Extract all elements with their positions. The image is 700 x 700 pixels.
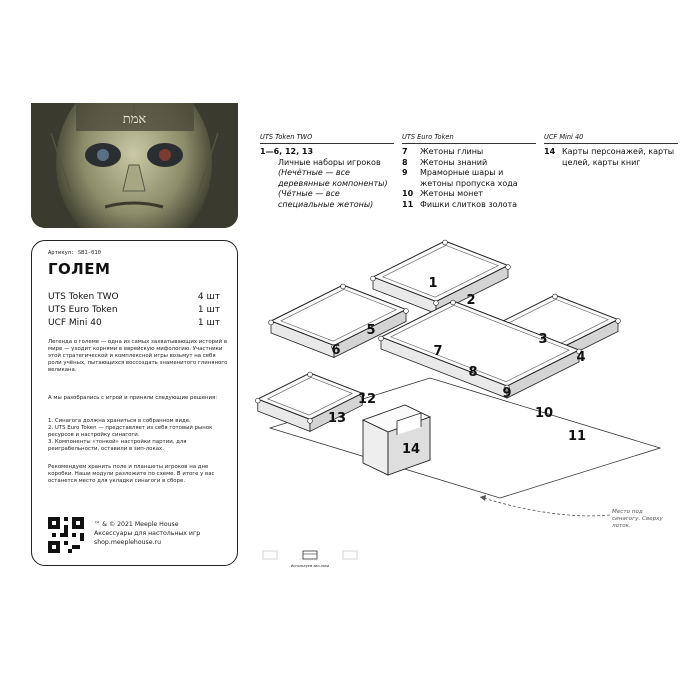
tray-number-12: 12 — [357, 392, 377, 407]
ucf-mini-block — [363, 405, 430, 475]
legend-entry — [260, 147, 394, 210]
list-item — [544, 147, 678, 168]
ziplock-icon — [290, 545, 330, 568]
entry-number: 7 — [402, 147, 408, 156]
page-title: ГОЛЕМ — [48, 260, 111, 278]
hebrew-inscription: אמת — [122, 112, 147, 127]
entry-number: 9 — [402, 168, 408, 177]
legend-list — [402, 147, 536, 210]
tray-number-3: 3 — [538, 332, 548, 347]
footer-text — [94, 520, 200, 547]
storage-icon-3 — [342, 545, 370, 564]
entry-note-even: (Чётные — все специальные жетоны) — [278, 189, 374, 209]
brand-subtitle: Аксессуары для настольных игр — [94, 530, 201, 537]
decisions-heading: А мы разобрались с игрой и приняли следующие решения: — [48, 395, 218, 401]
tray-number-5: 5 — [366, 323, 376, 338]
sku-label: Артикул: — [48, 250, 78, 256]
recommendation-paragraph: Рекомендуем хранить поле и планшеты игроков на дне коробки. Наши модули разложите по схеме. В итоге у вас останется место для укладки синагоги в сборе. — [48, 464, 215, 484]
golem-artwork — [31, 103, 238, 228]
legend-column-3 — [544, 133, 678, 168]
sku-line — [48, 250, 101, 256]
tray-1-2 — [371, 240, 511, 313]
info-card — [31, 240, 238, 566]
tray-number-2: 2 — [466, 293, 476, 308]
contents-list — [48, 291, 220, 330]
entry-text: Мраморные шары и жетоны пропуска хода — [420, 168, 518, 188]
list-item — [402, 147, 536, 158]
item-qty: 1 шт — [197, 318, 220, 328]
entry-text: Жетоны глины — [420, 147, 484, 156]
item-qty: 1 шт — [197, 305, 220, 315]
entry-number: 10 — [402, 189, 414, 198]
entry-number: 14 — [544, 147, 556, 156]
tray-number-11: 11 — [567, 429, 587, 444]
intro-paragraph: Легенда о големе — одна из самых захватывающих историй в мире — уходит корнями в еврейскую мифологию. Участники этой стратегической и комплексной игры возьмут на себя роли учёных, пытающихся воссоздать знаменитого глиняного великана. — [48, 339, 228, 373]
column-header: UTS Token TWO — [260, 133, 394, 144]
tray-number-4: 4 — [576, 350, 586, 365]
list-item — [402, 189, 536, 200]
list-item — [402, 158, 536, 169]
entry-text: Фишки слитков золота — [420, 199, 518, 209]
tray-number-6: 6 — [331, 343, 341, 358]
qr-code — [48, 517, 84, 553]
item-name: UCF Mini 40 — [48, 318, 102, 328]
shop-url: shop.meeplehouse.ru — [94, 539, 162, 546]
tray-12-13 — [255, 372, 364, 431]
storage-icon-1 — [262, 545, 290, 564]
item-qty: 4 шт — [197, 292, 220, 302]
item-name: UTS Token TWO — [48, 292, 119, 302]
synagogue-arrow — [480, 497, 610, 516]
synagogue-note: Место под синагогу. Сверху лоток. — [612, 509, 663, 529]
list-item — [402, 168, 536, 189]
entry-number: 1—6, 12, 13 — [260, 147, 314, 156]
tray-number-8: 8 — [468, 365, 478, 380]
entry-text: Жетоны монет — [420, 189, 483, 198]
copyright: ™ & © 2021 Meeple House — [94, 521, 179, 528]
tray-number-13: 13 — [327, 411, 347, 426]
entry-text: Карты персонажей, карты целей, карты книг — [562, 147, 675, 167]
decisions-list: 1. Синагога должна храниться в собранном виде. 2. UTS Euro Token — представляет из себя готовый рынок ресурсов и настройку синагоги. 3. Компоненты «тонкой» настройки партии, для реиграбельности, оставили в зип-локах. — [48, 418, 213, 452]
entry-text: Личные наборы игроков — [278, 157, 381, 167]
list-item — [402, 200, 536, 211]
arrow-head-icon — [480, 495, 486, 501]
list-item — [48, 317, 220, 330]
entry-number: 8 — [402, 157, 408, 167]
list-item — [48, 291, 220, 304]
column-header: UCF Mini 40 — [544, 133, 678, 144]
tray-number-9: 9 — [502, 386, 512, 401]
legend-column-1 — [260, 133, 394, 210]
column-header: UTS Euro Token — [402, 133, 536, 144]
legend-column-2 — [402, 133, 536, 210]
entry-note-odd: (Нечётные — все деревянные компоненты) — [278, 168, 388, 188]
tray-number-1: 1 — [428, 276, 438, 291]
icon-caption: Используем зип-локи — [290, 564, 330, 568]
list-item — [48, 304, 220, 317]
tray-number-7: 7 — [433, 344, 443, 359]
tray-number-10: 10 — [534, 406, 554, 421]
tray-number-14: 14 — [401, 442, 421, 457]
sku-value: SB1-010 — [77, 250, 101, 256]
item-name: UTS Euro Token — [48, 305, 118, 315]
entry-text: Жетоны знаний — [420, 157, 488, 167]
entry-number: 11 — [402, 199, 414, 209]
